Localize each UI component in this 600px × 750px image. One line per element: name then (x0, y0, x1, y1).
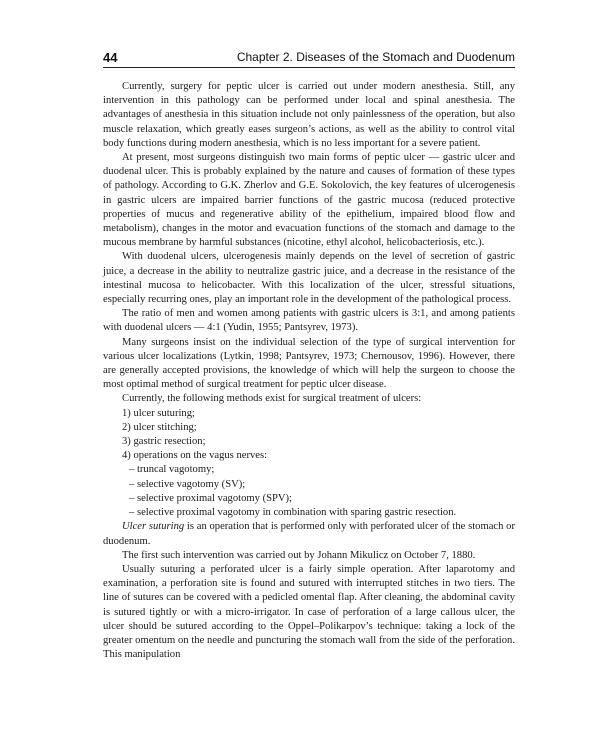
vagotomy-list-item: – selective proximal vagotomy (SPV); (129, 492, 292, 504)
page-number: 44 (103, 50, 118, 65)
vagotomy-list-item: – selective proximal vagotomy in combination with sparing gastric resection. (129, 507, 457, 519)
running-title: Chapter 2. Diseases of the Stomach and Duodenum (236, 50, 515, 64)
method-list-item: 1) ulcer suturing; (122, 407, 195, 419)
vagotomy-list-item: – selective vagotomy (SV); (129, 478, 246, 490)
paragraph: The ratio of men and women among patients with gastric ulcers is 3:1, and among patients with duodenal ulcers — 4:1 (Yudin, 1955; Pantsyrev, 1973). (103, 308, 515, 334)
definition-text: is an operation that is performed only with perforated ulcer of the stomach or duodenum. (103, 521, 515, 547)
body-text (103, 80, 515, 662)
paragraph: The first such intervention was carried out by Johann Mikulicz on October 7, 1880. (122, 549, 476, 561)
paragraph-ulcer-suturing (103, 520, 515, 548)
header-rule (103, 67, 515, 68)
paragraph: Currently, the following methods exist for surgical treatment of ulcers: (122, 393, 422, 405)
paragraph: With duodenal ulcers, ulcerogenesis mainly depends on the level of secretion of gastric juice, a decrease in the ability to neutralize gastric juice, and a decrease in the resistance of the intestinal mucosa to helicobacter. With this localization of the ulcer, stressful situations, especially recurring ones, play an important role in the development of the pathological process. (103, 251, 515, 306)
method-list-item: 3) gastric resection; (122, 436, 206, 448)
page-header (103, 48, 515, 70)
paragraph: Usually suturing a perforated ulcer is a fairly simple operation. After laparotomy and examination, a perforation site is found and sutured with interrupted stitches in two tiers. The line of sutures can be covered with a pedicled omental flap. After cleaning, the abdominal cavity is sutured tightly or with a micro-irrigator. In case of perforation of a large callous ulcer, the ulcer should be sutured according to the Oppel–Polikarpov’s technique: taking a lock of the greater omentum on the needle and puncturing the stomach wall from the side of the perforation. This manipulation (103, 563, 515, 661)
vagotomy-list-item: – truncal vagotomy; (129, 464, 215, 476)
paragraph: Many surgeons insist on the individual selection of the type of surgical intervention for various ulcer localizations (Lytkin, 1998; Pantsyrev, 1973; Chernousov, 1996). However, there are generally accepted provisions, the knowledge of which will help the surgeon to choose the most optimal method of surgical treatment for peptic ulcer disease. (103, 336, 515, 391)
method-list-item: 2) ulcer stitching; (122, 421, 197, 433)
paragraph: Currently, surgery for peptic ulcer is carried out under modern anesthesia. Still, any intervention in this pathology can be performed under local and spinal anesthesia. The advantages of anesthesia in this situation include not only painlessness of the operation, but also muscle relaxation, which greatly eases surgeon’s actions, as well as the ability to control vital body functions during modern anesthesia, which is no less important for a severe patient. (103, 81, 515, 149)
method-list-item: 4) operations on the vagus nerves: (122, 450, 268, 462)
paragraph: At present, most surgeons distinguish two main forms of peptic ulcer — gastric ulcer and duodenal ulcer. This is probably explained by the nature and causes of formation of these types of pathology. According to G.K. Zherlov and G.E. Sokolovich, the key features of ulcerogenesis in gastric ulcers are impaired barrier functions of the gastric mucosa (reduced protective properties of mucus and regenerative ability of the epithelium, impaired blood flow and metabolism), changes in the motor and evacuation functions of the stomach and damage to the mucous membrane by harmful substances (nicotine, ethyl alcohol, helicobacteriosis, etc.). (103, 152, 515, 249)
term-ulcer-suturing: Ulcer suturing (122, 521, 185, 533)
